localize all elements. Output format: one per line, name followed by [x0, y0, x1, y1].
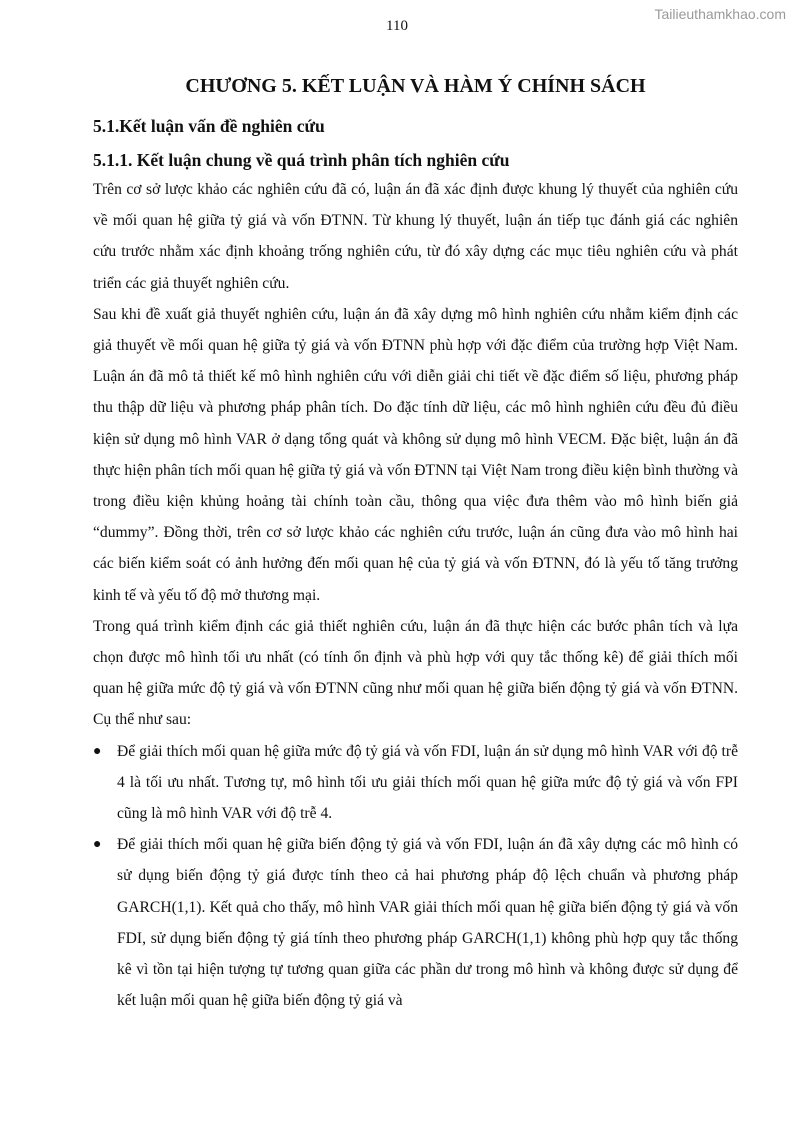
list-item — [93, 829, 738, 1016]
subsection-title: 5.1.1. Kết luận chung về quá trình phân tích nghiên cứu — [93, 150, 510, 170]
chapter-title: CHƯƠNG 5. KẾT LUẬN VÀ HÀM Ý CHÍNH SÁCH — [185, 75, 646, 97]
bullet-icon: ● — [93, 837, 102, 853]
bullet-list — [93, 736, 738, 1017]
paragraph: Trong quá trình kiểm định các giả thiết nghiên cứu, luận án đã thực hiện các bước phân tích và lựa chọn được mô hình tối ưu nhất (có tính ổn định và phù hợp với quy tắc thống kê) để giải thích mối quan hệ giữa mức độ tỷ giá và vốn ĐTNN cũng như mối quan hệ giữa biến động tỷ giá và vốn ĐTNN. Cụ thể như sau: — [93, 617, 738, 729]
watermark: Tailieuthamkhao.com — [654, 6, 786, 22]
paragraph: Sau khi đề xuất giả thuyết nghiên cứu, luận án đã xây dựng mô hình nghiên cứu nhằm kiểm định các giả thuyết về mối quan hệ giữa tỷ giá và vốn ĐTNN phù hợp với đặc điểm của trường hợp Việt Nam. Luận án đã mô tả thiết kế mô hình nghiên cứu với diễn giải chi tiết về đặc điểm số liệu, phương pháp thu thập dữ liệu và phương pháp phân tích. Do đặc tính dữ liệu, các mô hình nghiên cứu đều đủ điều kiện sử dụng mô hình VAR ở dạng tổng quát và không sử dụng mô hình VECM. Đặc biệt, luận án đã thực hiện phân tích mối quan hệ giữa tỷ giá và vốn ĐTNN tại Việt Nam trong điều kiện bình thường và trong điều kiện khủng hoảng tài chính toàn cầu, thông qua việc đưa thêm vào mô hình biến giả “dummy”. Đồng thời, trên cơ sở lược khảo các nghiên cứu trước, luận án cũng đưa vào mô hình hai các biến kiểm soát có ảnh hưởng đến mối quan hệ của tỷ giá và vốn ĐTNN, đó là yếu tố tăng trưởng kinh tế và yếu tố độ mở thương mại. — [93, 305, 738, 604]
list-item — [93, 736, 738, 830]
bullet-icon: ● — [93, 743, 102, 759]
page-number: 110 — [386, 18, 408, 34]
list-item-text: Để giải thích mối quan hệ giữa biến động tỷ giá và vốn FDI, luận án đã xây dựng các mô hình có sử dụng biến động tỷ giá được tính theo cả hai phương pháp độ lệch chuẩn và phương pháp GARCH(1,1). Kết quả cho thấy, mô hình VAR giải thích mối quan hệ giữa biến động tỷ giá và vốn FDI, sử dụng biến động tỷ giá tính theo phương pháp GARCH(1,1) không phù hợp quy tắc thống kê vì tồn tại hiện tượng tự tương quan giữa các phần dư trong mô hình và không được sử dụng để kết luận mối quan hệ giữa biến động tỷ giá và — [117, 836, 738, 1010]
page-content — [93, 72, 738, 1016]
paragraph: Trên cơ sở lược khảo các nghiên cứu đã có, luận án đã xác định được khung lý thuyết của nghiên cứu về mối quan hệ giữa tỷ giá và vốn ĐTNN. Từ khung lý thuyết, luận án tiếp tục đánh giá các nghiên cứu trước nhằm xác định khoảng trống nghiên cứu, từ đó xây dựng các mục tiêu nghiên cứu và phát triển các giả thuyết nghiên cứu. — [93, 181, 738, 292]
list-item-text: Để giải thích mối quan hệ giữa mức độ tỷ giá và vốn FDI, luận án sử dụng mô hình VAR với độ trễ 4 là tối ưu nhất. Tương tự, mô hình tối ưu giải thích mối quan hệ giữa mức độ tỷ giá và vốn FPI cũng là mô hình VAR với độ trễ 4. — [117, 742, 738, 823]
section-title: 5.1.Kết luận vấn đề nghiên cứu — [93, 116, 325, 136]
